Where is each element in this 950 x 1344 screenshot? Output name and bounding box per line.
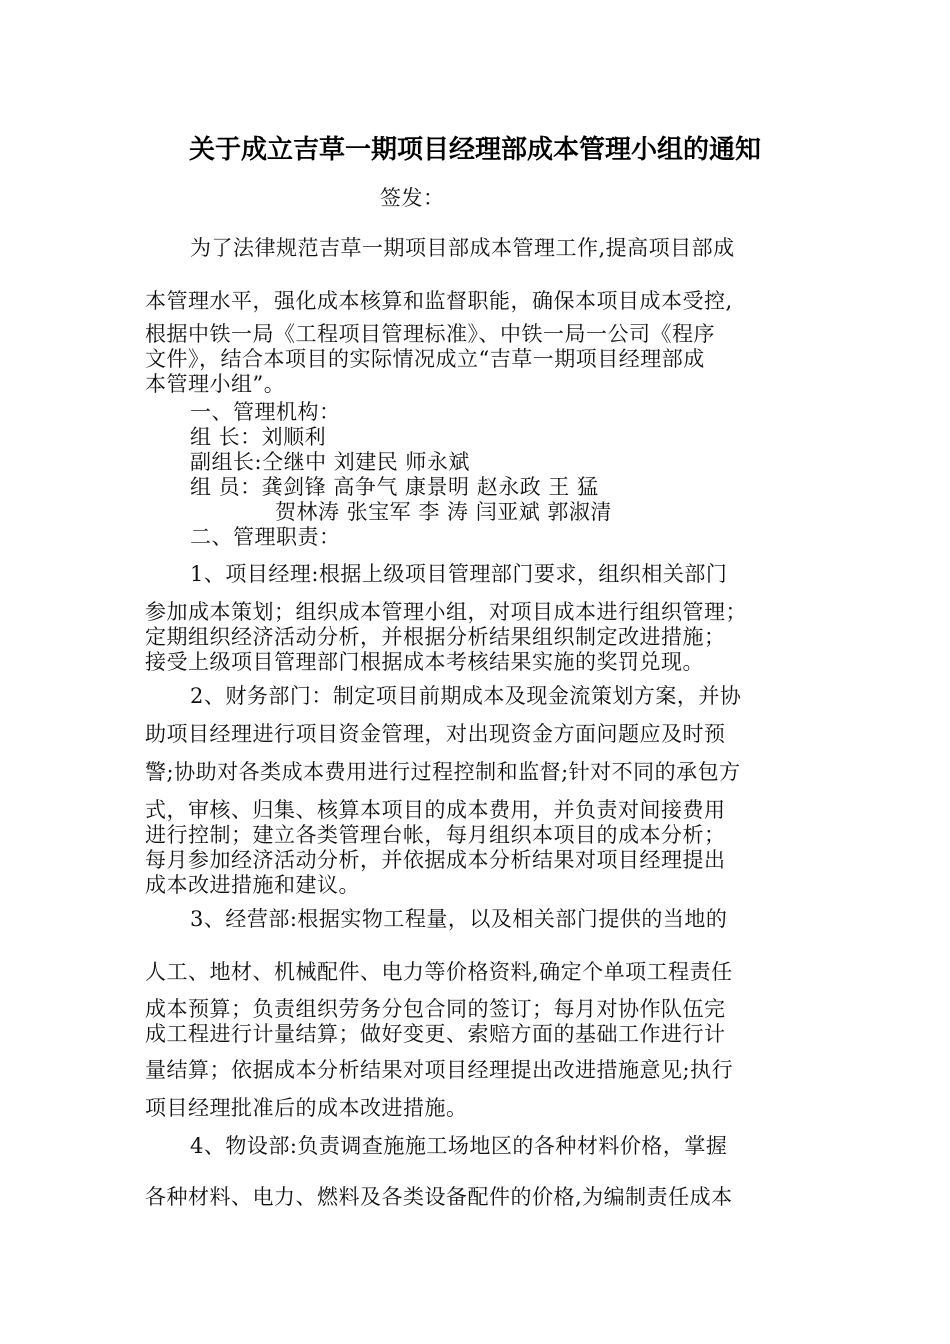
section-heading: 一、管理机构： (190, 400, 341, 424)
paragraph-line: 根据中铁一局《工程项目管理标准》、中铁一局一公司《程序 (145, 322, 715, 346)
paragraph-line: 4、物设部:负责调查施施工场地区的各种材料价格，掌握 (190, 1134, 728, 1158)
paragraph-line: 为了法律规范吉草一期项目部成本管理工作,提高项目部成 (190, 236, 735, 260)
paragraph-line: 进行控制；建立各类管理台帐，每月组织本项目的成本分析； (145, 823, 726, 847)
paragraph-line: 成工程进行计量结算；做好变更、索赔方面的基础工作进行计 (145, 1022, 726, 1046)
paragraph-line: 人工、地材、机械配件、电力等价格资料,确定个单项工程责任 (145, 960, 733, 984)
paragraph-line: 3、经营部:根据实物工程量，以及相关部门提供的当地的 (190, 907, 728, 931)
paragraph-line: 参加成本策划；组织成本管理小组，对项目成本进行组织管理； (145, 600, 747, 624)
paragraph-line: 每月参加经济活动分析，并依据成本分析结果对项目经理提出 (145, 848, 726, 872)
paragraph-line: 警;协助对各类成本费用进行过程控制和监督;针对不同的承包方 (145, 760, 741, 784)
paragraph-line: 1、项目经理:根据上级项目管理部门要求，组织相关部门 (190, 562, 728, 586)
paragraph-line: 文件》，结合本项目的实际情况成立“吉草一期项目经理部成 (145, 347, 705, 371)
paragraph-line: 接受上级项目管理部门根据成本考核结果实施的奖罚兑现。 (145, 650, 704, 674)
paragraph-line: 式，审核、归集、核算本项目的成本费用，并负责对间接费用 (145, 798, 726, 822)
paragraph-line: 2、财务部门：制定项目前期成本及现金流策划方案，并协 (190, 684, 742, 708)
roster-line: 贺林涛 张宝军 李 涛 闫亚斌 郭淑清 (275, 500, 612, 524)
roster-line: 组 长：刘顺利 (190, 425, 327, 449)
paragraph-line: 成本改进措施和建议。 (145, 873, 360, 897)
paragraph-line: 量结算；依据成本分析结果对项目经理提出改进措施意见;执行 (145, 1058, 734, 1082)
paragraph-line: 项目经理批准后的成本改进措施。 (145, 1096, 468, 1120)
roster-line: 副组长:仝继中 刘建民 师永斌 (190, 450, 470, 474)
paragraph-line: 成本预算；负责组织劳务分包合同的签订；每月对协作队伍完 (145, 997, 726, 1021)
paragraph-line: 定期组织经济活动分析，并根据分析结果组织制定改进措施； (145, 625, 726, 649)
paragraph-line: 助项目经理进行项目资金管理，对出现资金方面问题应及时预 (145, 722, 726, 746)
roster-line: 组 员：龚剑锋 高争气 康景明 赵永政 王 猛 (190, 475, 599, 499)
paragraph-line: 本管理小组”。 (145, 372, 286, 396)
sign-label: 签发： (380, 186, 445, 210)
paragraph-line: 各种材料、电力、燃料及各类设备配件的价格,为编制责任成本 (145, 1185, 733, 1209)
paragraph-line: 本管理水平，强化成本核算和监督职能，确保本项目成本受控, (145, 289, 733, 313)
document-title: 关于成立吉草一期项目经理部成本管理小组的通知 (188, 135, 761, 165)
section-heading: 二、管理职责： (190, 525, 341, 549)
